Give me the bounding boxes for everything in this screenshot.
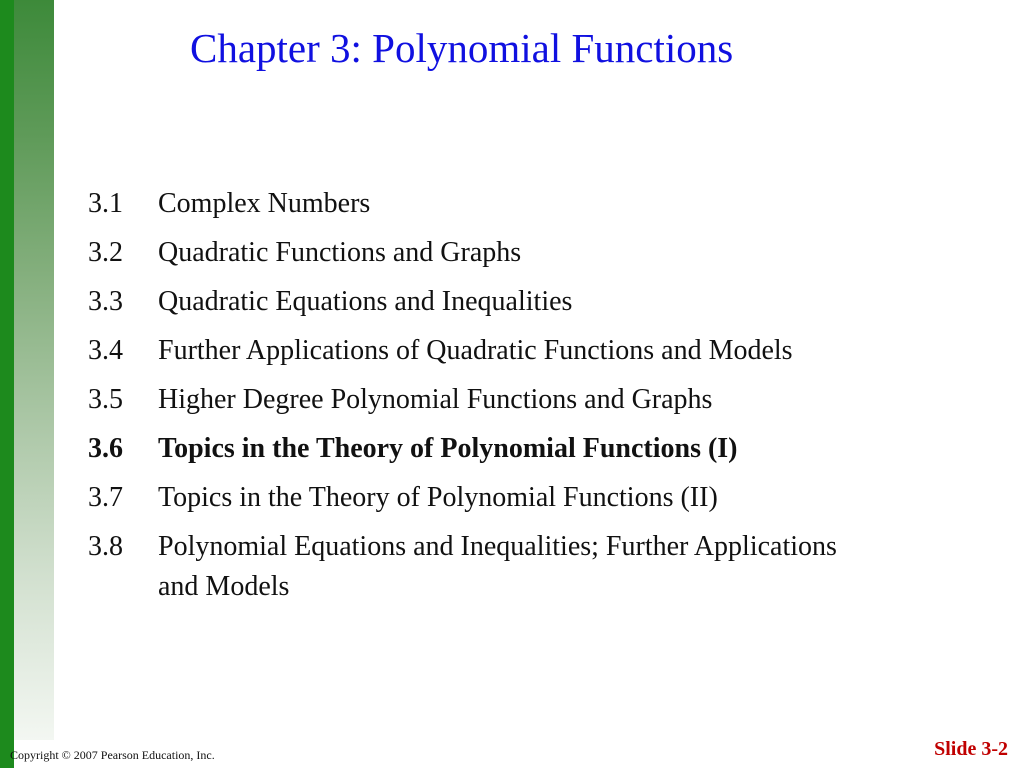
toc-number: 3.3 xyxy=(88,286,123,317)
toc-item-3-8 xyxy=(88,527,968,607)
slide-number: Slide 3-2 xyxy=(934,738,1008,760)
toc-item-3-6-current xyxy=(88,429,968,469)
left-gradient-band xyxy=(14,0,54,740)
toc-number: 3.7 xyxy=(88,482,123,513)
toc-item-3-1 xyxy=(88,184,968,224)
slide-title: Chapter 3: Polynomial Functions xyxy=(190,25,734,71)
left-accent-bar xyxy=(0,0,14,768)
toc-item-3-4 xyxy=(88,331,968,371)
toc-number: 3.6 xyxy=(88,433,123,464)
toc-number: 3.4 xyxy=(88,335,123,366)
toc-item-3-2 xyxy=(88,233,968,273)
toc-title: Topics in the Theory of Polynomial Functions (II) xyxy=(158,482,718,513)
table-of-contents xyxy=(88,184,968,616)
toc-title: Higher Degree Polynomial Functions and Graphs xyxy=(158,384,713,415)
copyright-notice: Copyright © 2007 Pearson Education, Inc. xyxy=(10,748,215,762)
toc-title: Complex Numbers xyxy=(158,188,371,219)
toc-number: 3.2 xyxy=(88,237,123,268)
toc-item-3-3 xyxy=(88,282,968,322)
toc-number: 3.1 xyxy=(88,188,123,219)
toc-title: Quadratic Equations and Inequalities xyxy=(158,286,573,317)
toc-item-3-7 xyxy=(88,478,968,518)
toc-title: Quadratic Functions and Graphs xyxy=(158,237,522,268)
toc-title: Further Applications of Quadratic Functions and Models xyxy=(158,335,793,366)
toc-number: 3.8 xyxy=(88,531,123,562)
toc-title: Polynomial Equations and Inequalities; Further Applications and Models xyxy=(158,531,837,602)
toc-number: 3.5 xyxy=(88,384,123,415)
toc-item-3-5 xyxy=(88,380,968,420)
toc-title: Topics in the Theory of Polynomial Functions (I) xyxy=(158,433,738,464)
